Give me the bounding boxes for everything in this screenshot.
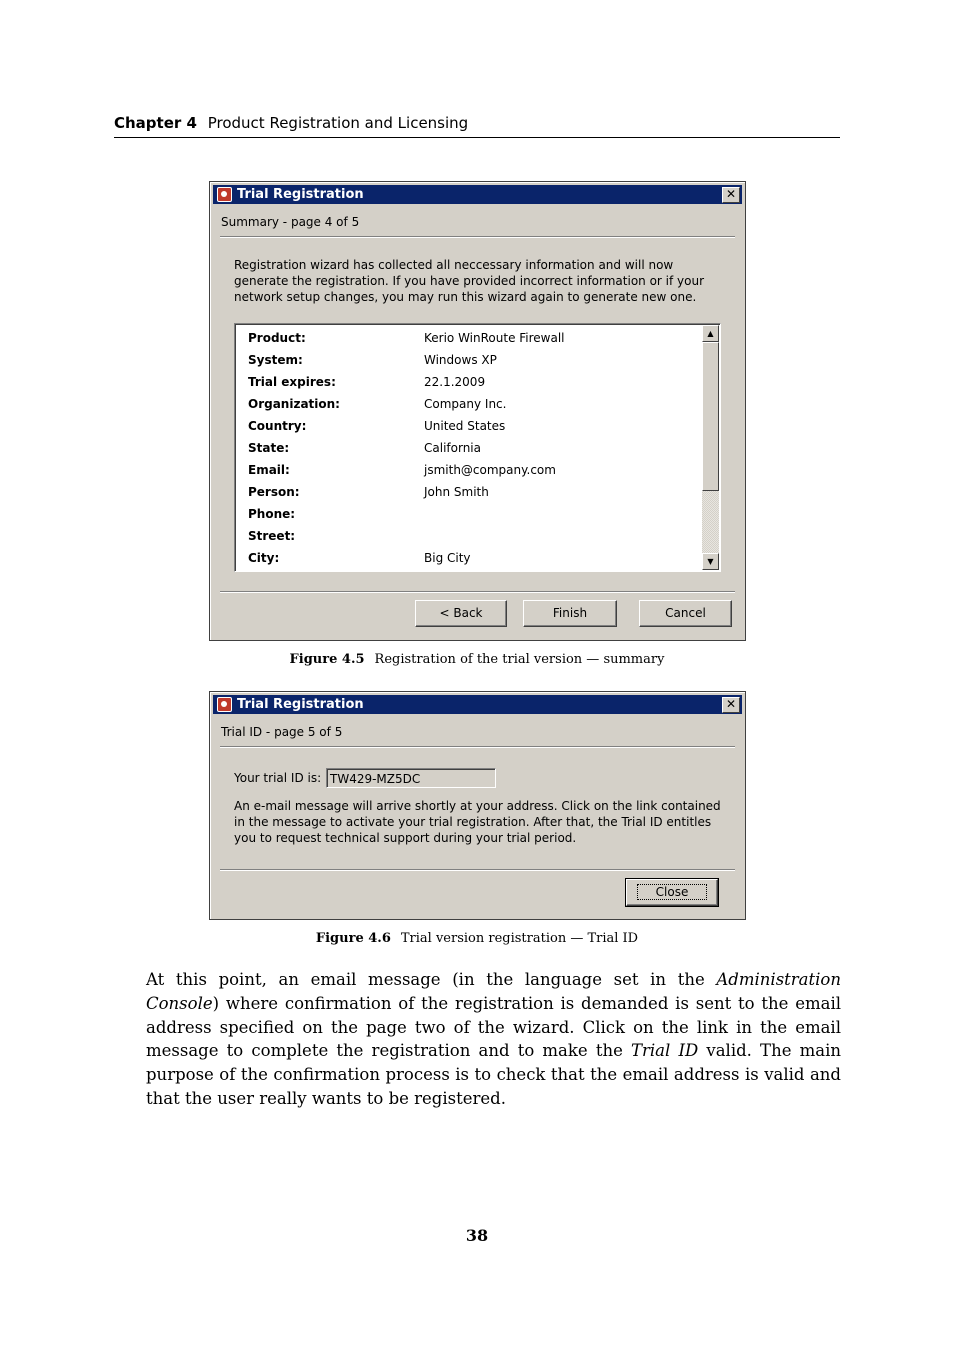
wizard-description: Registration wizard has collected all neccessary information and will now generate the registration. If you have provided incorrect information or if your network setup changes, you may run this wizard again to generate new one. [234,258,705,304]
summary-label: Person: [248,485,300,499]
scroll-up-icon[interactable]: ▲ [702,325,719,342]
divider [220,591,735,593]
summary-label: Country: [248,419,307,433]
chapter-number: Chapter 4 [114,114,197,132]
trial-registration-id-dialog [209,691,746,920]
summary-label: Product: [248,331,306,345]
body-text-part: valid. The main purpose of the confirmation process is to check that the email address is valid and that the user really wants to be registered. [146,1041,842,1108]
app-icon [217,187,232,202]
body-paragraph [146,968,841,1111]
finish-button[interactable]: Finish [523,600,617,627]
wizard-page-label: Summary - page 4 of 5 [221,215,360,229]
body-text-part: ) where confirmation of the registration is demanded is sent to the email address specified on the page two of the wizard. Click on the link in the email message to complete the registration and to make the [146,993,841,1061]
title-bar [213,695,742,714]
figure-caption [0,652,954,667]
chapter-title: Product Registration and Licensing [207,114,469,132]
trial-id-field[interactable]: TW429-MZ5DC [326,768,496,788]
scroll-thumb[interactable] [702,342,719,491]
scroll-down-icon[interactable]: ▼ [702,553,719,570]
cancel-button[interactable]: Cancel [639,600,732,627]
summary-list[interactable] [234,323,721,572]
divider [220,236,735,238]
summary-label: Street: [248,529,296,543]
divider [220,746,735,748]
close-button[interactable] [626,879,718,906]
body-emphasis: Administration Console [146,970,841,1013]
summary-label: Phone: [248,507,296,521]
trial-description: An e-mail message will arrive shortly at your address. Click on the link contained in the message to activate your trial registration. After that, the Trial ID entitles you to request technical support during your trial period. [234,799,721,845]
summary-value: 22.1.2009 [424,375,486,389]
figure-text: Trial version registration — Trial ID [400,931,639,946]
dialog-title: Trial Registration [237,697,364,712]
summary-value: Kerio WinRoute Firewall [424,331,565,345]
summary-value: Big City [424,551,471,565]
close-button-label: Close [637,884,708,900]
trial-id-label: Your trial ID is: [234,771,322,785]
body-emphasis: Trial ID [631,1041,699,1061]
page-number: 38 [465,1226,489,1245]
figure-text: Registration of the trial version — summary [374,652,665,667]
summary-value: Company Inc. [424,397,507,411]
trial-registration-summary-dialog [209,181,746,641]
summary-label: State: [248,441,290,455]
close-icon[interactable]: ✕ [722,697,740,713]
back-button[interactable]: < Back [415,600,507,627]
summary-label: Email: [248,463,290,477]
figure-number: Figure 4.6 [315,931,391,946]
title-bar [213,185,742,204]
summary-value: jsmith@company.com [424,463,556,477]
summary-value: John Smith [424,485,489,499]
summary-value: Windows XP [424,353,497,367]
wizard-page-label: Trial ID - page 5 of 5 [221,725,343,739]
summary-label: Trial expires: [248,375,336,389]
vertical-scrollbar[interactable] [702,325,719,570]
figure-number: Figure 4.5 [289,652,365,667]
chapter-header [114,114,840,138]
summary-label: Organization: [248,397,340,411]
figure-caption [0,931,954,946]
summary-label: City: [248,551,280,565]
app-icon [217,697,232,712]
summary-value: California [424,441,481,455]
close-icon[interactable]: ✕ [722,187,740,203]
divider [220,869,735,871]
dialog-title: Trial Registration [237,187,364,202]
summary-value: United States [424,419,506,433]
summary-label: System: [248,353,303,367]
body-text-part: At this point, an email message (in the language set in the [146,970,717,989]
